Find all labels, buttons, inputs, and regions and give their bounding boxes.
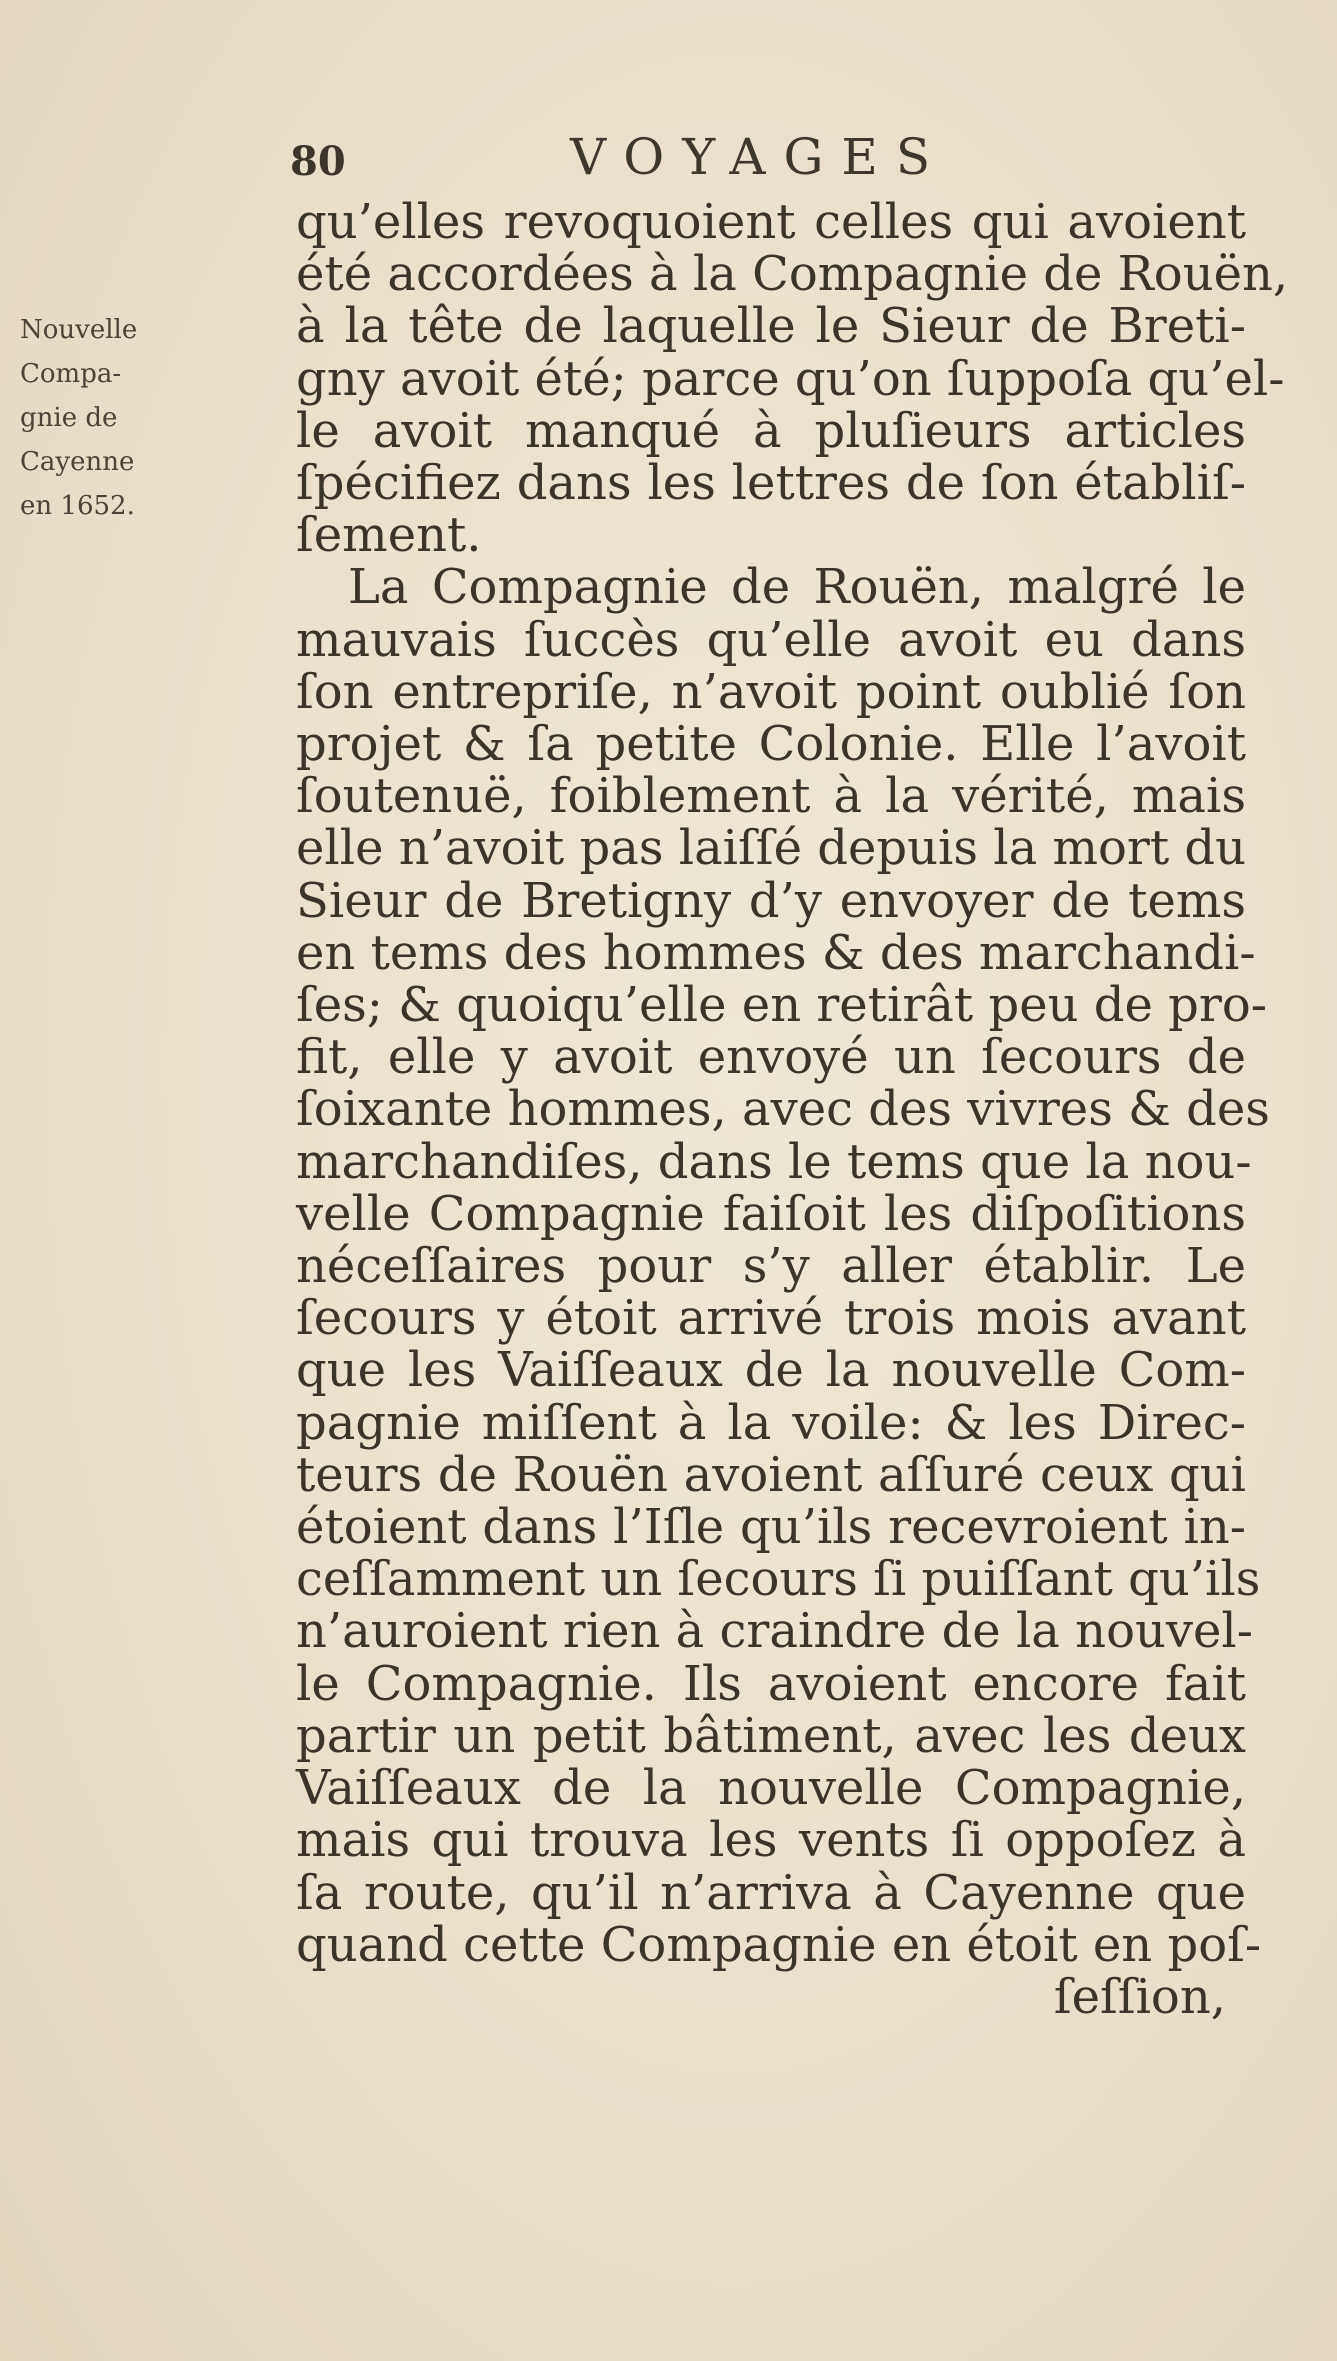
- text-line: le Compagnie. Ils avoient encore fait: [296, 1655, 1246, 1712]
- margin-note-line: en 1652.: [20, 491, 135, 521]
- text-line: partir un petit bâtiment, avec les deux: [296, 1707, 1246, 1764]
- text-line: elle n’avoit pas laiſſé depuis la mort du: [296, 820, 1247, 877]
- text-line: à la tête de laquelle le Sieur de Breti-: [296, 298, 1246, 355]
- text-line: ſement.: [296, 507, 482, 564]
- margin-note: [20, 308, 190, 528]
- text-line: n’auroient rien à craindre de la nouvel-: [296, 1603, 1253, 1660]
- paragraph-start-line: La Compagnie de Rouën, malgré le: [348, 559, 1246, 616]
- running-title: VOYAGES: [570, 128, 949, 186]
- margin-note-line: gnie de: [20, 403, 118, 433]
- text-line: ſpécifiez dans les lettres de ſon établiſ-: [296, 455, 1246, 512]
- body-text: [296, 194, 1289, 2025]
- page-number: 80: [290, 138, 346, 185]
- text-line: été accordées à la Compagnie de Rouën,: [296, 246, 1289, 303]
- text-line: que les Vaiſſeaux de la nouvelle Com-: [296, 1342, 1246, 1399]
- text-line: qu’elles revoquoient celles qui avoient: [296, 194, 1246, 250]
- text-line: néceſſaires pour s’y aller établir. Le: [296, 1238, 1246, 1295]
- text-line: velle Compagnie faiſoit les diſpoſitions: [296, 1185, 1246, 1242]
- text-line: ſoutenuë, foiblement à la vérité, mais: [296, 768, 1246, 825]
- catchword-line: ſeſſion,: [1053, 1968, 1226, 2025]
- text-line: ſoixante hommes, avec des vivres & des: [296, 1081, 1270, 1138]
- text-line: ſa route, qu’il n’arriva à Cayenne que: [296, 1864, 1246, 1921]
- text-line: quand cette Compagnie en étoit en poſ-: [296, 1916, 1262, 1973]
- text-line: mais qui trouva les vents ſi oppoſez à: [296, 1812, 1246, 1869]
- text-line: ſon entrepriſe, n’avoit point oublié ſon: [296, 663, 1246, 720]
- text-line: gny avoit été; parce qu’on ſuppoſa qu’el-: [296, 350, 1285, 407]
- text-line: mauvais ſuccès qu’elle avoit eu dans: [296, 611, 1246, 668]
- margin-note-line: Compa-: [20, 359, 122, 389]
- text-line: ſecours y étoit arrivé trois mois avant: [296, 1290, 1246, 1347]
- margin-note-line: Cayenne: [20, 447, 135, 477]
- text-line: le avoit manqué à pluſieurs articles: [296, 402, 1246, 459]
- text-line: projet & ſa petite Colonie. Elle l’avoit: [296, 716, 1246, 773]
- text-line: Vaiſſeaux de la nouvelle Compagnie,: [296, 1760, 1246, 1817]
- text-line: ſes; & quoiqu’elle en retirât peu de pro-: [296, 977, 1267, 1034]
- text-line: étoient dans l’Iſle qu’ils recevroient in-: [296, 1499, 1246, 1556]
- margin-note-line: Nouvelle: [20, 315, 138, 345]
- text-line: teurs de Rouën avoient aſſuré ceux qui: [296, 1446, 1246, 1503]
- text-line: marchandiſes, dans le tems que la nou-: [296, 1133, 1252, 1190]
- text-line: en tems des hommes & des marchandi-: [296, 924, 1256, 981]
- text-line: pagnie miſſent à la voile: & les Direc-: [296, 1394, 1246, 1451]
- text-line: ceſſamment un ſecours ſi puiſſant qu’ils: [296, 1551, 1261, 1608]
- page-header: [290, 128, 990, 198]
- text-line: Sieur de Bretigny d’y envoyer de tems: [296, 872, 1246, 929]
- text-line: fit, elle y avoit envoyé un ſecours de: [296, 1029, 1246, 1086]
